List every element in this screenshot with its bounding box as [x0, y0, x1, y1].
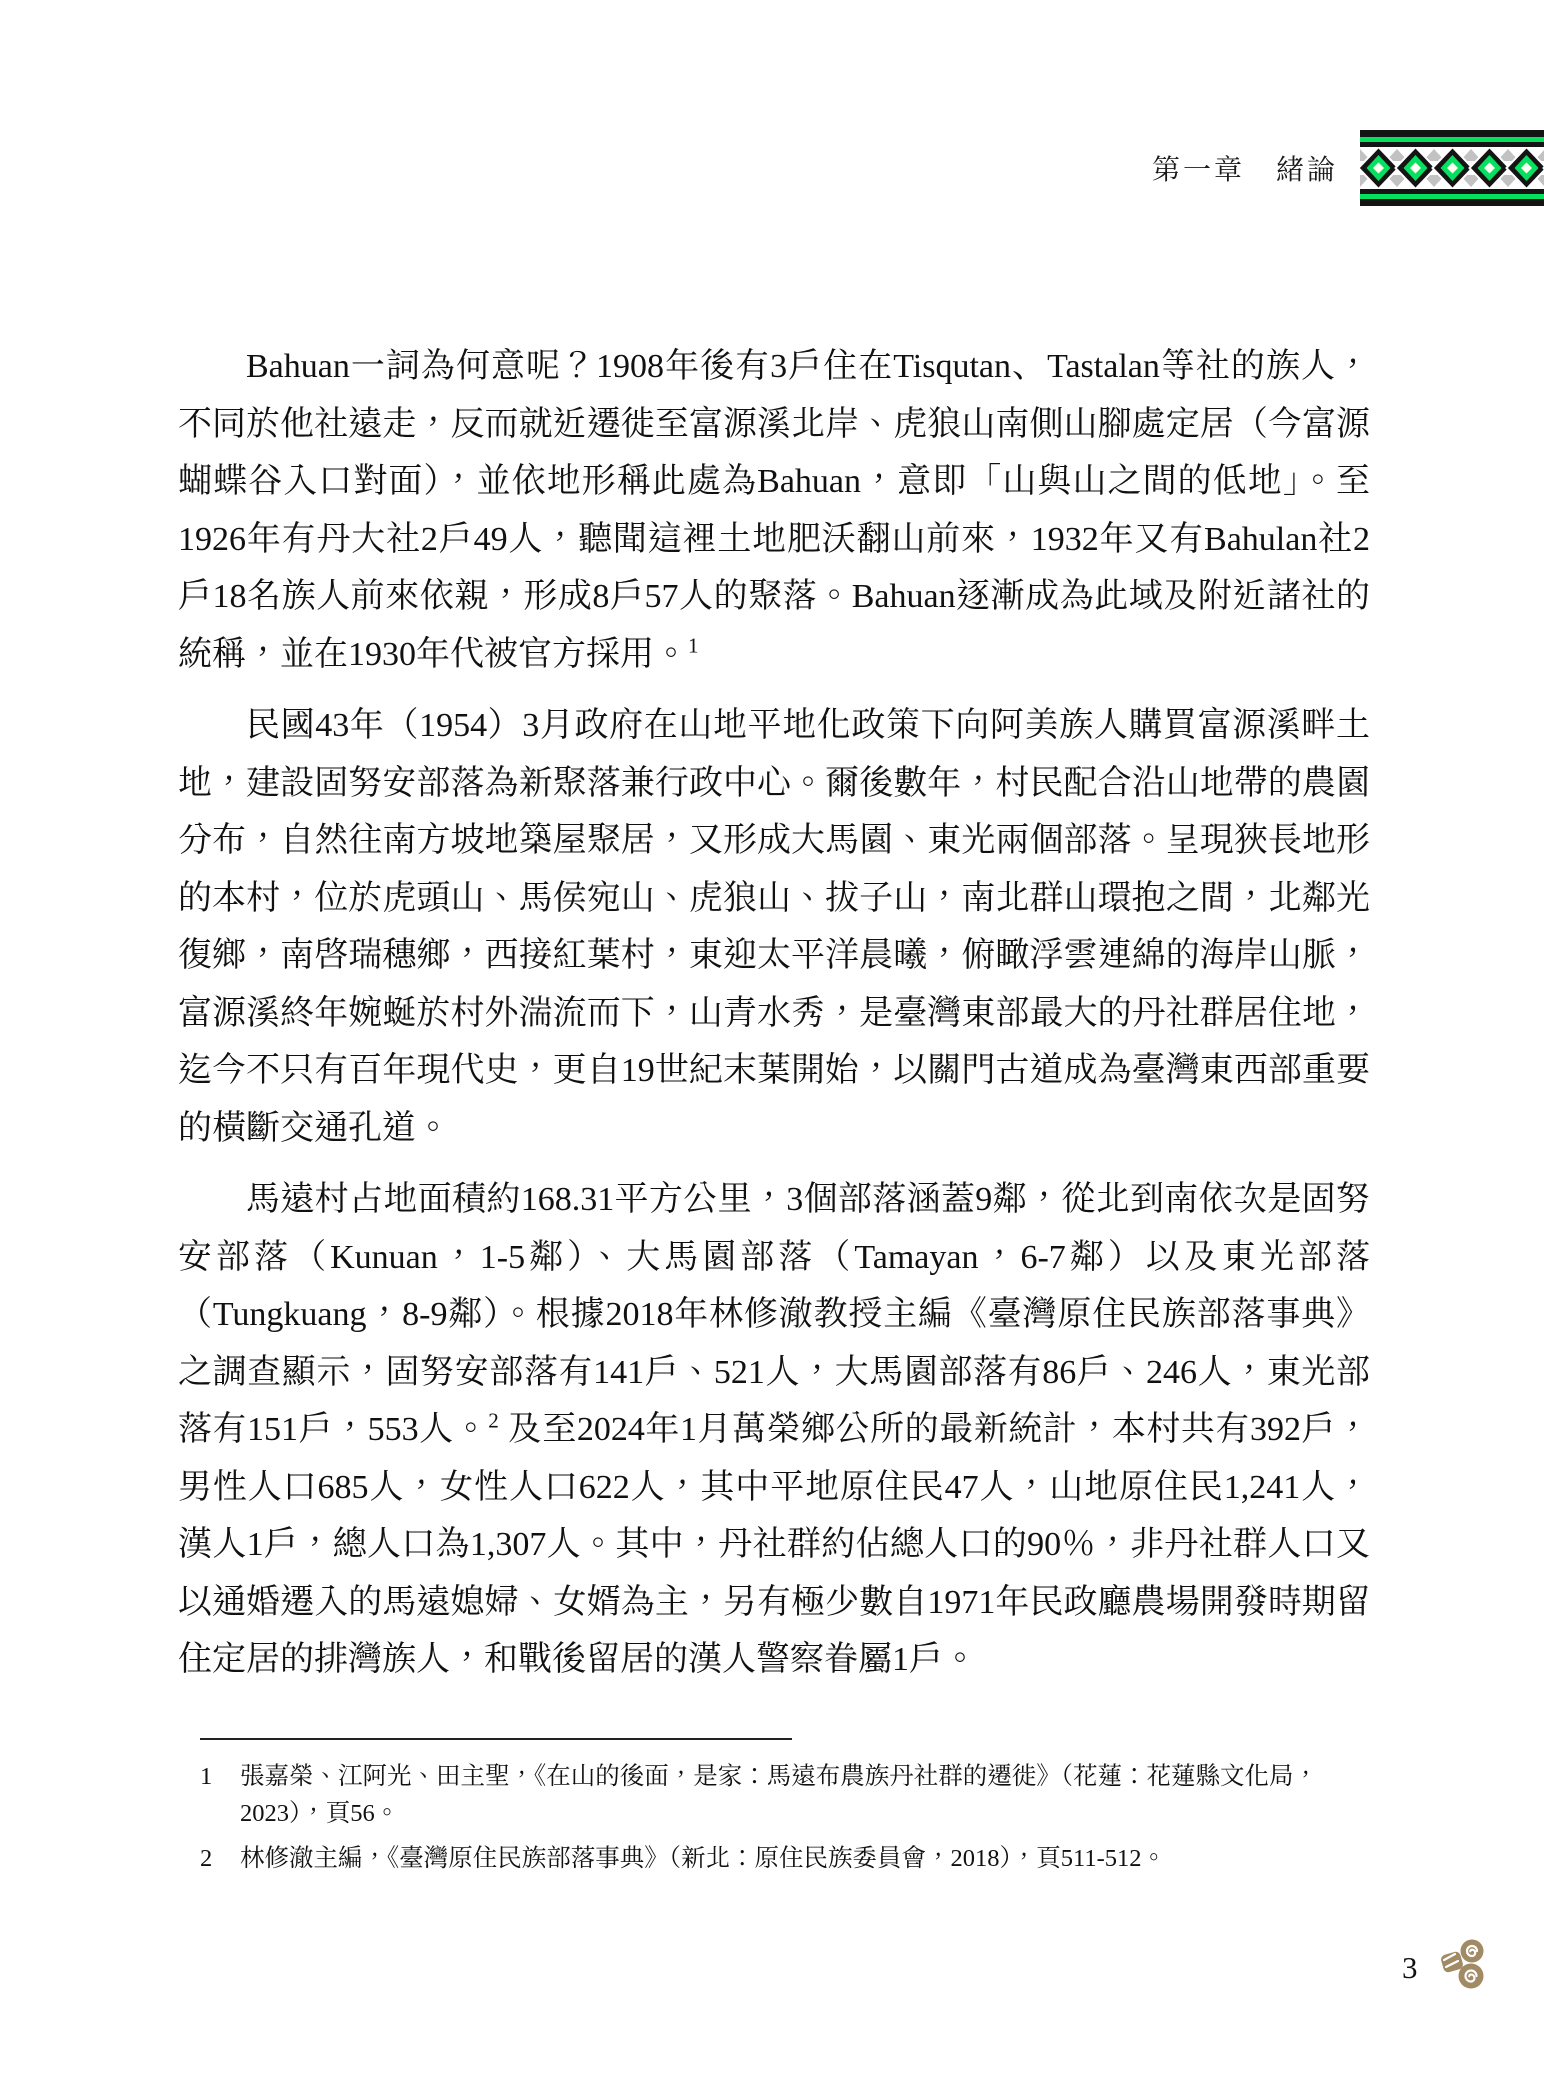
- paragraph-text: 及至2024年1月萬榮鄉公所的最新統計，本村共有392戶，男性人口685人，女性人口622人，其中平地原住民47人，山地原住民1,241人，漢人1戶，總人口為1,307人。其中，丹社群約佔總人口的90％，非丹社群人口又以通婚遷入的馬遠媳婦、女婿為主，另有極少數自1971年民政廳農場開發時期留住定居的排灣族人，和戰後留居的漢人警察眷屬1戶。: [178, 1411, 1371, 1678]
- footnote-ref-1: 1: [688, 633, 699, 658]
- footnotes: [200, 1758, 1380, 1885]
- body-text: [178, 338, 1370, 1703]
- band-diamond-row: [1360, 147, 1544, 189]
- ornament-shapes: [1440, 1940, 1484, 1989]
- band-bar: [1360, 142, 1544, 147]
- chapter-heading: 第一章 緒論: [1151, 155, 1338, 186]
- footnote-text: 張嘉榮、江阿光、田主聖，《在山的後面，是家：馬遠布農族丹社群的遷徙》（花蓮：花蓮縣文化局，2023），頁56。: [240, 1763, 1318, 1827]
- tribal-pattern-band: [1360, 130, 1544, 206]
- band-bar: [1360, 199, 1544, 206]
- footnote-item: [200, 1758, 1380, 1832]
- spiral-ornament-icon: [1440, 1938, 1488, 1992]
- paragraph-text: Bahuan一詞為何意呢？1908年後有3戶住在Tisqutan、Tastalan等社的族人，不同於他社遠走，反而就近遷徙至富源溪北岸、虎狼山南側山腳處定居（今富源蝴蝶谷入口對面），並依地形稱此處為Bahuan，意即「山與山之間的低地」。至1926年有丹大社2戶49人，聽聞這裡土地肥沃翻山前來，1932年又有Bahulan社2戶18名族人前來依親，形成8戶57人的聚落。Bahuan逐漸成為此域及附近諸社的統稱，並在1930年代被官方採用。: [178, 348, 1370, 673]
- band-bar: [1360, 189, 1544, 194]
- band-green-stripe: [1360, 137, 1544, 142]
- footnote-item: [200, 1840, 1380, 1877]
- paragraph-population-statistics: [178, 1171, 1370, 1689]
- footnote-ref-2: 2: [488, 1408, 499, 1433]
- band-bar: [1360, 130, 1544, 137]
- band-green-stripe: [1360, 194, 1544, 199]
- page-number: 3: [1402, 1950, 1418, 1985]
- footnote-number: 2: [200, 1845, 213, 1872]
- paragraph-bahuan-origin: [178, 338, 1370, 683]
- footnote-text: 林修澈主編，《臺灣原住民族部落事典》（新北：原住民族委員會，2018），頁511-512。: [240, 1845, 1166, 1872]
- paragraph-text: 馬遠村占地面積約168.31平方公里，3個部落涵蓋9鄰，從北到南依次是固努安部落（Kunuan，1-5鄰）、大馬園部落（Tamayan，6-7鄰）以及東光部落（Tungkuang，8-9鄰）。根據2018年林修澈教授主編《臺灣原住民族部落事典》之調查顯示，固努安部落有141戶、521人，大馬園部落有86戶、246人，東光部落有151戶，553人。: [178, 1181, 1370, 1448]
- footnote-separator: [200, 1738, 792, 1740]
- footnote-number: 1: [200, 1763, 213, 1790]
- paragraph-village-geography: 民國43年（1954）3月政府在山地平地化政策下向阿美族人購買富源溪畔土地，建設固努安部落為新聚落兼行政中心。爾後數年，村民配合沿山地帶的農園分布，自然往南方坡地築屋聚居，又形成大馬園、東光兩個部落。呈現狹長地形的本村，位於虎頭山、馬侯宛山、虎狼山、拔子山，南北群山環抱之間，北鄰光復鄉，南啓瑞穗鄉，西接紅葉村，東迎太平洋晨曦，俯瞰浮雲連綿的海岸山脈，富源溪終年婉蜒於村外湍流而下，山青水秀，是臺灣東部最大的丹社群居住地，迄今不只有百年現代史，更自19世紀末葉開始，以關門古道成為臺灣東西部重要的橫斷交通孔道。: [178, 707, 1370, 1147]
